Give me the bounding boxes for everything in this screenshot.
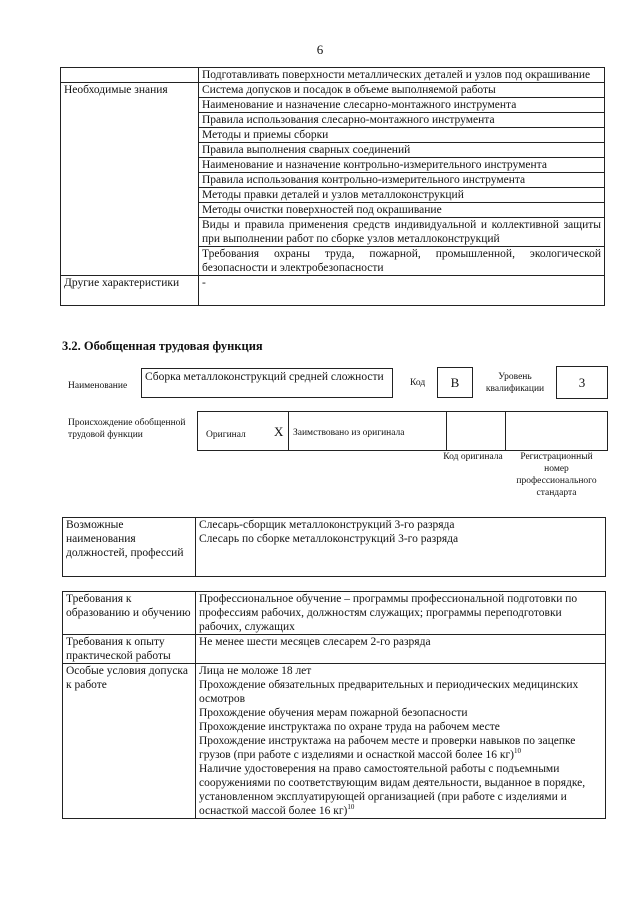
special-item: Прохождение обязательных предварительных и периодических медицинских осмотров xyxy=(199,679,579,705)
reg-number-caption: Регистрационный номер профессионального стандарта xyxy=(516,452,597,498)
table-row xyxy=(61,83,605,98)
special-item: Прохождение обучения мерам пожарной безопасности xyxy=(199,707,468,719)
table-row xyxy=(63,664,606,819)
code-original-cell xyxy=(447,412,506,450)
education-label: Требования к образованию и обучению xyxy=(63,592,196,635)
table-row xyxy=(61,68,605,83)
knowledge-item: Наименование и назначение контрольно-измерительного инструмента xyxy=(199,158,605,173)
positions-values xyxy=(196,518,606,577)
page-number: 6 xyxy=(316,42,324,57)
section-title: 3.2. Обобщенная трудовая функция xyxy=(62,339,263,353)
origin-box xyxy=(197,411,608,451)
code-label: Код xyxy=(410,378,426,388)
table-row xyxy=(63,635,606,664)
borrowed-label: Заимствовано из оригинала xyxy=(293,428,405,438)
footnote-ref: 10 xyxy=(347,803,355,812)
special-item-text: Прохождение инструктажа на рабочем месте и проверки навыков по зацепке грузов (при работе с изделиями и оснасткой массой более 16 кг) xyxy=(199,735,576,761)
origin-label: Происхождение обобщенной трудовой функции xyxy=(68,418,186,440)
special-item: Прохождение инструктажа по охране труда на рабочем месте xyxy=(199,721,500,733)
requirements-table xyxy=(62,591,606,819)
knowledge-item: Правила выполнения сварных соединений xyxy=(199,143,605,158)
special-item xyxy=(199,734,602,762)
position-item: Слесарь по сборке металлоконструкций 3-го разряда xyxy=(199,533,459,545)
special-item: Лица не моложе 18 лет xyxy=(199,665,312,677)
knowledge-item: Наименование и назначение слесарно-монтажного инструмента xyxy=(199,98,605,113)
knowledge-label: Необходимые знания xyxy=(61,83,199,276)
special-label: Особые условия допуска к работе xyxy=(63,664,196,819)
knowledge-item: Методы и приемы сборки xyxy=(199,128,605,143)
original-mark: X xyxy=(274,424,284,439)
table-row xyxy=(63,592,606,635)
level-label: Уровень квалификации xyxy=(485,372,545,394)
other-value: - xyxy=(199,276,605,306)
level-value: 3 xyxy=(556,366,608,399)
original-cell xyxy=(198,412,289,450)
positions-table xyxy=(62,517,606,577)
knowledge-item: Система допусков и посадок в объеме выполняемой работы xyxy=(199,83,605,98)
original-label: Оригинал xyxy=(206,430,246,440)
knowledge-table xyxy=(60,67,605,306)
name-label: Наименование xyxy=(68,381,128,391)
knowledge-item: Методы правки деталей и узлов металлоконструкций xyxy=(199,188,605,203)
borrowed-cell xyxy=(289,412,447,450)
knowledge-item: Виды и правила применения средств индивидуальной и коллективной защиты при выполнении работ по сборке узлов металлоконструкций xyxy=(199,218,605,247)
table-row xyxy=(63,518,606,577)
footnote-ref: 10 xyxy=(514,747,521,756)
special-values xyxy=(196,664,606,819)
knowledge-item: Требования охраны труда, пожарной, промышленной, экологической безопасности и электробезопасности xyxy=(199,247,605,276)
other-label: Другие характеристики xyxy=(61,276,199,306)
name-value: Сборка металлоконструкций средней сложности xyxy=(141,368,393,398)
knowledge-item: Методы очистки поверхностей под окрашивание xyxy=(199,203,605,218)
skill-cell: Подготавливать поверхности металлических деталей и узлов под окрашивание xyxy=(199,68,605,83)
code-value: B xyxy=(437,367,473,398)
knowledge-item: Правила использования контрольно-измерительного инструмента xyxy=(199,173,605,188)
empty-cell xyxy=(61,68,199,83)
positions-label: Возможные наименования должностей, профессий xyxy=(63,518,196,577)
table-row xyxy=(61,276,605,306)
code-original-caption: Код оригинала xyxy=(443,452,503,462)
education-value: Профессиональное обучение – программы профессиональной подготовки по профессиям рабочих, должностям служащих; программы переподготовки рабочих, служащих xyxy=(196,592,606,635)
special-item-text: Наличие удостоверения на право самостоятельной работы с подъемными сооружениями по соответствующим видам деятельности, выданное в порядке, установленном эксплуатирующей организацией (при работе с изделиями и оснасткой массой более 16 кг) xyxy=(199,763,586,817)
experience-value: Не менее шести месяцев слесарем 2-го разряда xyxy=(196,635,606,664)
special-item xyxy=(199,762,602,818)
experience-label: Требования к опыту практической работы xyxy=(63,635,196,664)
knowledge-item: Правила использования слесарно-монтажного инструмента xyxy=(199,113,605,128)
position-item: Слесарь-сборщик металлоконструкций 3-го разряда xyxy=(199,519,455,531)
